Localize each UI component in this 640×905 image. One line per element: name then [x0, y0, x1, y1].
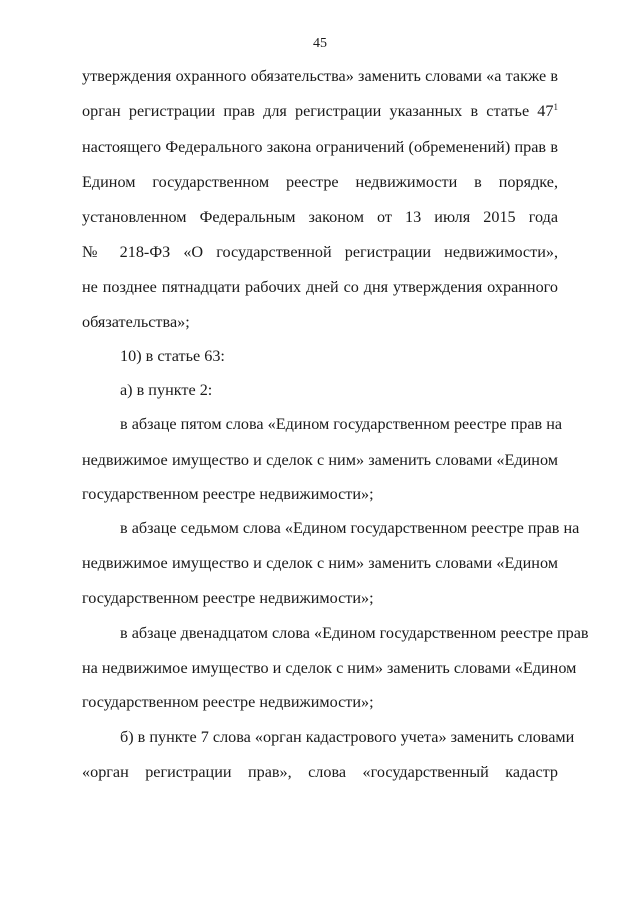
list-item-heading: 10) в статье 63:	[120, 347, 225, 365]
text-line: недвижимое имущество и сделок с ним» заменить словами «Едином	[82, 554, 558, 572]
text-line: недвижимое имущество и сделок с ним» заменить словами «Едином	[82, 451, 558, 469]
page-number: 45	[313, 36, 327, 51]
superscript: 1	[553, 102, 558, 112]
text-line: настоящего Федерального закона ограничений (обременений) прав в	[82, 138, 558, 156]
text-line: государственном реестре недвижимости»;	[82, 589, 374, 607]
text-line: государственном реестре недвижимости»;	[82, 693, 374, 711]
text-line: установленном Федеральным законом от 13 июля 2015 года	[82, 208, 558, 226]
text-line: обязательства»;	[82, 313, 190, 331]
text-line: № 218-ФЗ «О государственной регистрации недвижимости»,	[82, 243, 558, 261]
text-line: в абзаце двенадцатом слова «Едином государственном реестре прав	[120, 624, 589, 642]
text-line: утверждения охранного обязательства» заменить словами «а также в	[82, 67, 558, 85]
list-item-heading: а) в пункте 2:	[120, 381, 213, 399]
text-line: на недвижимое имущество и сделок с ним» заменить словами «Едином	[82, 659, 577, 677]
text-line: не позднее пятнадцати рабочих дней со дня утверждения охранного	[82, 278, 558, 296]
text-line: в абзаце пятом слова «Едином государственном реестре прав на	[120, 415, 563, 433]
text-line: в абзаце седьмом слова «Едином государственном реестре прав на	[120, 519, 580, 537]
text-line: орган регистрации прав для регистрации указанных в статье $47^1$	[82, 102, 558, 120]
text-line: государственном реестре недвижимости»;	[82, 485, 374, 503]
text-line: «орган регистрации прав», слова «государственный кадастр	[82, 763, 558, 781]
text-line: Едином государственном реестре недвижимости в порядке,	[82, 173, 558, 191]
text-line: б) в пункте 7 слова «орган кадастрового учета» заменить словами	[120, 728, 575, 746]
